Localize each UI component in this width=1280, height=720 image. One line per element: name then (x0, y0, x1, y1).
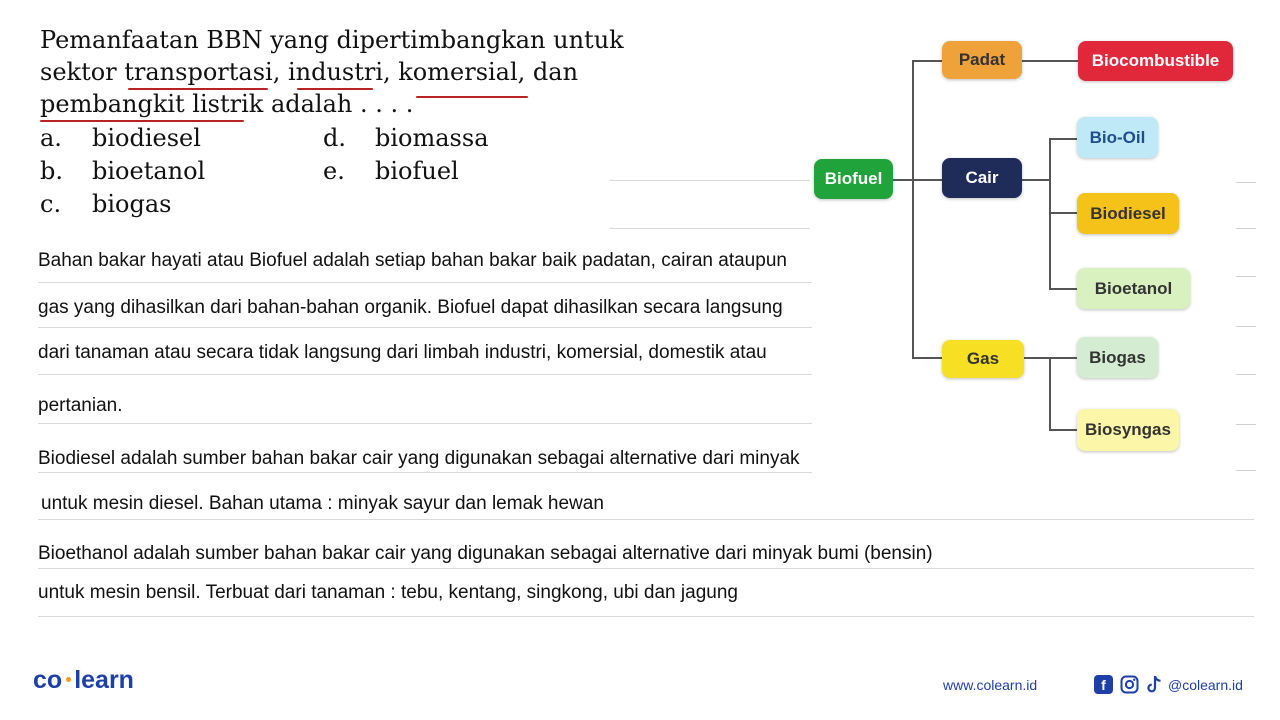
facebook-icon[interactable]: f (1094, 675, 1113, 694)
option-c[interactable] (40, 190, 171, 218)
underline-pembangkit-listrik (40, 120, 244, 122)
node-biodiesel: Biodiesel (1077, 193, 1179, 234)
rule-dash (1236, 470, 1256, 471)
connector (1049, 357, 1051, 430)
connector (1049, 138, 1077, 140)
connector (912, 357, 942, 359)
colearn-logo (33, 666, 134, 695)
connector (912, 60, 914, 358)
option-letter: e. (323, 157, 345, 185)
option-text: biogas (92, 190, 172, 218)
explanation-line-5: Biodiesel adalah sumber bahan bakar cair yang digunakan sebagai alternative dari minyak (38, 448, 800, 469)
connector (912, 179, 942, 181)
connector (1049, 357, 1077, 359)
rule-line (610, 228, 810, 229)
node-biofuel: Biofuel (814, 159, 893, 199)
connector (1049, 288, 1077, 290)
underline-industri (297, 88, 373, 90)
explanation-line-3: dari tanaman atau secara tidak langsung dari limbah industri, komersial, domestik atau (38, 342, 767, 363)
node-cair: Cair (942, 158, 1022, 198)
explanation-line-6: untuk mesin diesel. Bahan utama : minyak sayur dan lemak hewan (41, 493, 604, 514)
connector (1049, 429, 1077, 431)
logo-dot (66, 677, 71, 682)
rule-dash (1236, 374, 1256, 375)
connector (1022, 179, 1050, 181)
option-letter: c. (40, 190, 62, 218)
option-letter: a. (40, 124, 62, 152)
connector (1024, 357, 1050, 359)
rule-line (38, 616, 1254, 617)
explanation-line-7: Bioethanol adalah sumber bahan bakar cair yang digunakan sebagai alternative dari minyak bumi (bensin) (38, 543, 933, 564)
rule-line (38, 374, 812, 375)
question-line-1: Pemanfaatan BBN yang dipertimbangkan untuk (40, 26, 624, 54)
question-line-3: pembangkit listrik adalah . . . . (40, 90, 414, 118)
rule-line (38, 282, 812, 283)
tiktok-icon[interactable] (1146, 675, 1163, 694)
social-handle[interactable]: @colearn.id (1168, 677, 1243, 693)
logo-text-right: learn (74, 666, 134, 694)
rule-line (38, 519, 1254, 520)
connector (1049, 212, 1077, 214)
option-b[interactable] (40, 157, 205, 185)
connector (1022, 60, 1078, 62)
question-line-2: sektor transportasi, industri, komersial, dan (40, 58, 579, 86)
instagram-icon[interactable] (1120, 675, 1139, 694)
node-padat: Padat (942, 41, 1022, 79)
node-bio-oil: Bio-Oil (1077, 117, 1158, 158)
rule-dash (1236, 228, 1256, 229)
option-d[interactable] (323, 124, 489, 152)
connector (912, 60, 942, 62)
logo-text-left: co (33, 666, 63, 694)
option-letter: b. (40, 157, 63, 185)
node-biogas: Biogas (1077, 337, 1158, 378)
explanation-line-2: gas yang dihasilkan dari bahan-bahan organik. Biofuel dapat dihasilkan secara langsung (38, 297, 783, 318)
explanation-line-4: pertanian. (38, 395, 123, 416)
option-text: biomassa (375, 124, 489, 152)
underline-komersial (416, 96, 528, 98)
option-text: biodiesel (92, 124, 201, 152)
connector (893, 179, 913, 181)
rule-dash (1236, 326, 1256, 327)
rule-line (38, 327, 812, 328)
node-biosyngas: Biosyngas (1077, 409, 1179, 451)
rule-dash (1236, 182, 1256, 183)
rule-line (38, 472, 812, 473)
option-e[interactable] (323, 157, 459, 185)
explanation-line-1: Bahan bakar hayati atau Biofuel adalah setiap bahan bakar baik padatan, cairan ataupun (38, 250, 787, 271)
underline-transportasi (128, 88, 268, 90)
rule-line (610, 180, 810, 181)
node-gas: Gas (942, 340, 1024, 378)
rule-line (38, 423, 812, 424)
node-biocombustible: Biocombustible (1078, 41, 1233, 81)
rule-dash (1236, 276, 1256, 277)
option-text: biofuel (375, 157, 459, 185)
option-text: bioetanol (92, 157, 206, 185)
rule-dash (1236, 424, 1256, 425)
node-bioetanol: Bioetanol (1077, 268, 1190, 309)
website-link[interactable]: www.colearn.id (943, 677, 1038, 693)
rule-line (38, 568, 1254, 569)
option-letter: d. (323, 124, 346, 152)
explanation-line-8: untuk mesin bensil. Terbuat dari tanaman : tebu, kentang, singkong, ubi dan jagung (38, 582, 738, 603)
option-a[interactable] (40, 124, 201, 152)
